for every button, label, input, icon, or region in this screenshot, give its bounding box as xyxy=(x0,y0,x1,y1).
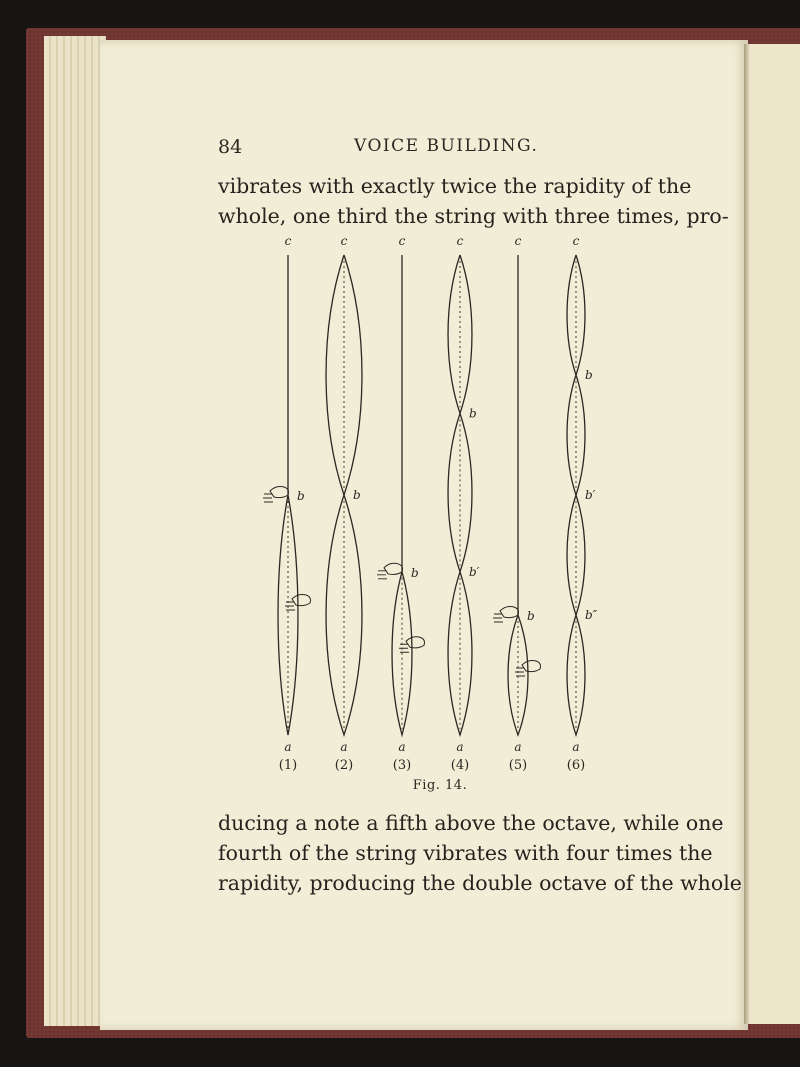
string-number: (6) xyxy=(566,758,586,773)
finger-stop-hand xyxy=(263,487,289,503)
vibrating-segment xyxy=(448,413,472,571)
top-label-c: c xyxy=(456,234,464,248)
running-head xyxy=(218,136,638,160)
top-label-c: c xyxy=(572,234,580,248)
string-number: (1) xyxy=(278,758,298,773)
bottom-label-a: a xyxy=(398,740,406,754)
node-label: b xyxy=(411,565,419,580)
node-label: b′ xyxy=(469,564,480,579)
node-label: b xyxy=(297,489,305,503)
figure-caption: Fig. 14. xyxy=(412,778,468,793)
string-diagram xyxy=(240,225,640,795)
node-label: b xyxy=(469,406,477,421)
node-label: b xyxy=(585,368,593,382)
bottom-label-a: a xyxy=(284,740,292,754)
text-line: fourth of the string vibrates with four times the xyxy=(218,841,713,865)
text-line: whole, one third the string with three times, pro- xyxy=(218,204,729,228)
string-number: (3) xyxy=(392,758,412,773)
node-label: b″ xyxy=(585,608,598,622)
node-label: b xyxy=(527,609,535,623)
node-label: b′ xyxy=(585,488,596,502)
top-label-c: c xyxy=(340,234,348,248)
facing-page-edge xyxy=(744,44,800,1024)
text-line: ducing a note a fifth above the octave, while one xyxy=(218,811,724,835)
text-line: rapidity, producing the double octave of the whole xyxy=(218,871,742,895)
node-label: b xyxy=(353,488,361,502)
top-label-c: c xyxy=(514,234,522,248)
top-paragraph xyxy=(218,171,729,231)
running-title: VOICE BUILDING. xyxy=(354,136,539,156)
bottom-paragraph xyxy=(218,808,742,898)
bottom-label-a: a xyxy=(340,740,348,754)
page-number: 84 xyxy=(218,136,243,158)
bottom-label-a: a xyxy=(514,740,522,754)
string-number: (5) xyxy=(508,758,528,773)
bottom-label-a: a xyxy=(456,740,464,754)
vibrating-segment xyxy=(448,255,472,413)
bottom-label-a: a xyxy=(572,740,580,754)
top-label-c: c xyxy=(398,234,406,248)
text-line: vibrates with exactly twice the rapidity of the xyxy=(218,174,692,198)
string-number: (4) xyxy=(450,758,470,773)
top-label-c: c xyxy=(284,234,292,248)
finger-stop-hand xyxy=(377,563,403,579)
string-number: (2) xyxy=(334,758,354,773)
figure-vibrating-strings xyxy=(240,225,640,795)
page-edges xyxy=(44,36,106,1026)
finger-stop-hand xyxy=(493,607,519,623)
